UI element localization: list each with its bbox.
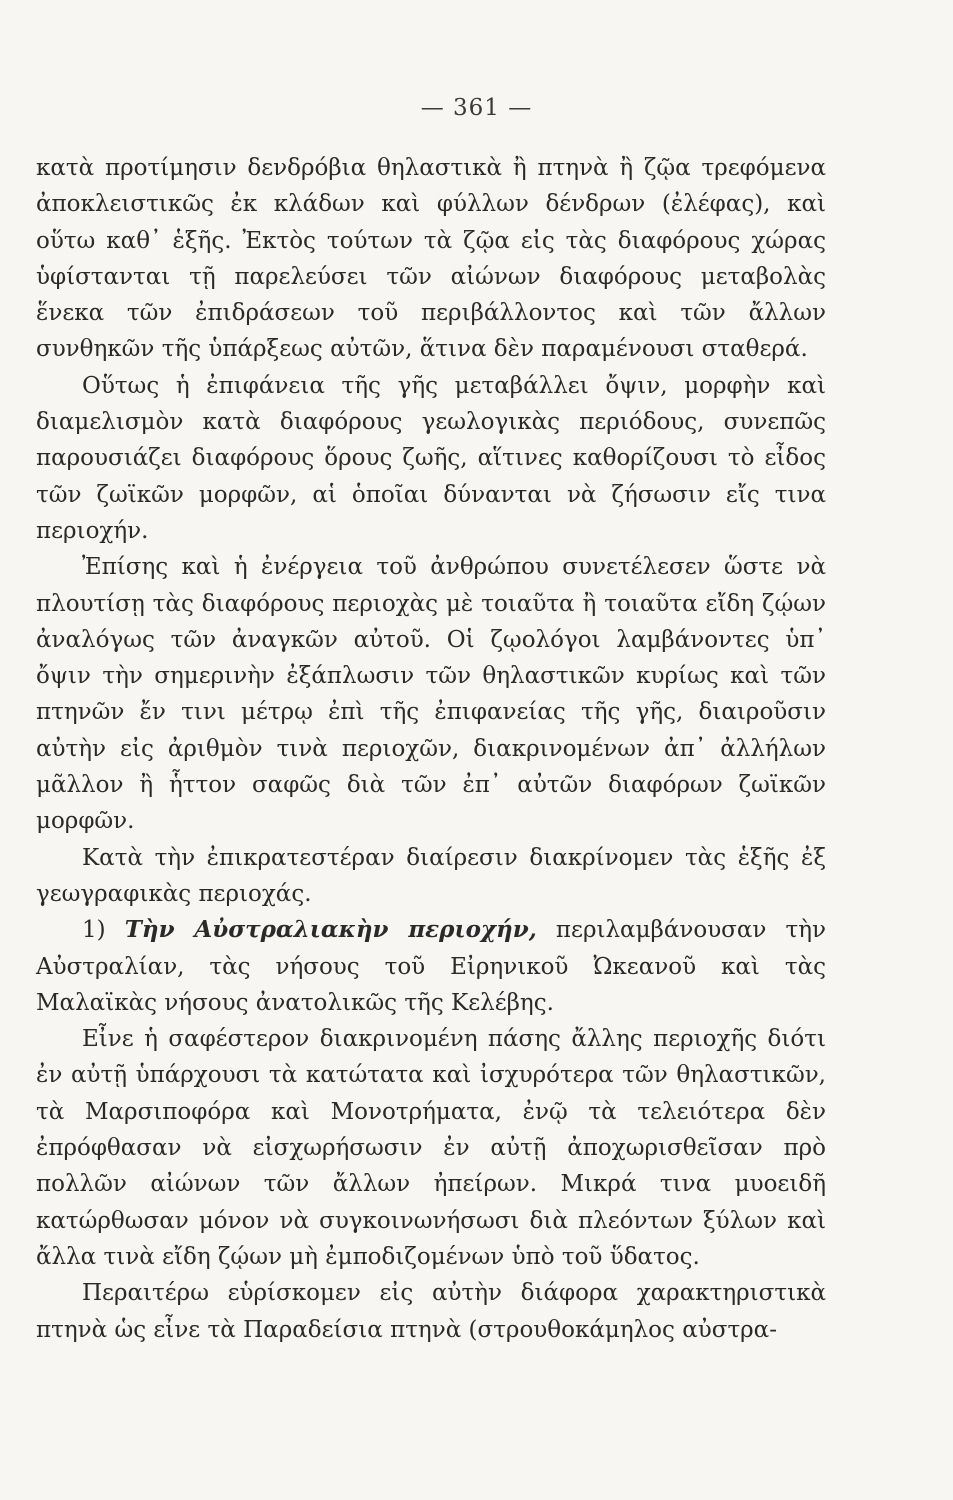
section-text: περιλαμβάνουσαν τὴν Αὐστραλίαν, τὰς νήσους τοῦ Εἰρηνικοῦ Ὠκεανοῦ καὶ τὰς Μαλαϊκὰς νήσους ἀνατολικῶς τῆς Κελέβης. xyxy=(36,917,827,1016)
paragraph-6: Εἶνε ἡ σαφέστερον διακρινομένη πάσης ἄλλης περιοχῆς διότι ἐν αὐτῇ ὑπάρχουσι τὰ κατώτατα καὶ ἰσχυρότερα τῶν θηλαστικῶν, τὰ Μαρσιποφόρα καὶ Μονοτρήματα, ἐνῷ τὰ τελειότερα δὲν ἐπρόφθασαν νὰ εἰσχωρήσωσιν ἐν αὐτῇ ἀποχωρισθεῖσαν πρὸ πολλῶν αἰώνων τῶν ἄλλων ἠπείρων. Μικρά τινα μυοειδῆ κατώρθωσαν μόνον νὰ συγκοινωνήσωσι διὰ πλεόντων ξύλων καὶ ἄλλα τινὰ εἴδη ζῴων μὴ ἐμποδιζομένων ὑπὸ τοῦ ὕδατος. xyxy=(36,1026,826,1270)
body-text xyxy=(36,150,826,1348)
paragraph-7: Περαιτέρω εὑρίσκομεν εἰς αὐτὴν διάφορα χαρακτηριστικὰ πτηνὰ ὡς εἶνε τὰ Παραδείσια πτηνὰ (στρουθοκάμηλος αὐστρα- xyxy=(36,1280,826,1343)
paragraph-1: κατὰ προτίμησιν δενδρόβια θηλαστικὰ ἢ πτηνὰ ἢ ζῷα τρεφόμενα ἀποκλειστικῶς ἐκ κλάδων καὶ φύλλων δένδρων (ἐλέφας), καὶ οὕτω καθ᾽ ἑξῆς. Ἐκτὸς τούτων τὰ ζῷα εἰς τὰς διαφόρους χώρας ὑφίστανται τῇ παρελεύσει τῶν αἰώνων διαφόρους μεταβολὰς ἕνεκα τῶν ἐπιδράσεων τοῦ περιβάλλοντος καὶ τῶν ἄλλων συνθηκῶν τῆς ὑπάρξεως αὐτῶν, ἅτινα δὲν παραμένουσι σταθερά. xyxy=(36,155,826,363)
paragraph-3: Ἐπίσης καὶ ἡ ἐνέργεια τοῦ ἀνθρώπου συνετέλεσεν ὥστε νὰ πλουτίσῃ τὰς διαφόρους περιοχὰς μὲ τοιαῦτα ἢ τοιαῦτα εἴδη ζῴων ἀναλόγως τῶν ἀναγκῶν αὐτοῦ. Οἱ ζῳολόγοι λαμβάνοντες ὑπ᾽ ὄψιν τὴν σημερινὴν ἐξάπλωσιν τῶν θηλαστικῶν κυρίως καὶ τῶν πτηνῶν ἔν τινι μέτρῳ ἐπὶ τῆς ἐπιφανείας τῆς γῆς, διαιροῦσιν αὐτὴν εἰς ἀριθμὸν τινὰ περιοχῶν, διακρινομένων ἀπ᾽ ἀλλήλων μᾶλλον ἢ ἧττον σαφῶς διὰ τῶν ἐπ᾽ αὐτῶν διαφόρων ζωϊκῶν μορφῶν. xyxy=(36,554,826,835)
section-heading: Τὴν Αὐστραλιακὴν περιοχήν, xyxy=(124,916,537,944)
page-number: — 361 — xyxy=(420,95,533,121)
section-number: 1) xyxy=(82,917,106,944)
paragraph-5 xyxy=(36,912,826,1021)
paragraph-4: Κατὰ τὴν ἐπικρατεστέραν διαίρεσιν διακρίνομεν τὰς ἑξῆς ἐξ γεωγραφικὰς περιοχάς. xyxy=(36,844,826,907)
paragraph-2: Οὕτως ἡ ἐπιφάνεια τῆς γῆς μεταβάλλει ὄψιν, μορφὴν καὶ διαμελισμὸν κατὰ διαφόρους γεωλογικὰς περιόδους, συνεπῶς παρουσιάζει διαφόρους ὅρους ζωῆς, αἵτινες καθορίζουσι τὸ εἶδος τῶν ζωϊκῶν μορφῶν, αἱ ὁποῖαι δύνανται νὰ ζήσωσιν εἴς τινα περιοχήν. xyxy=(36,372,826,544)
